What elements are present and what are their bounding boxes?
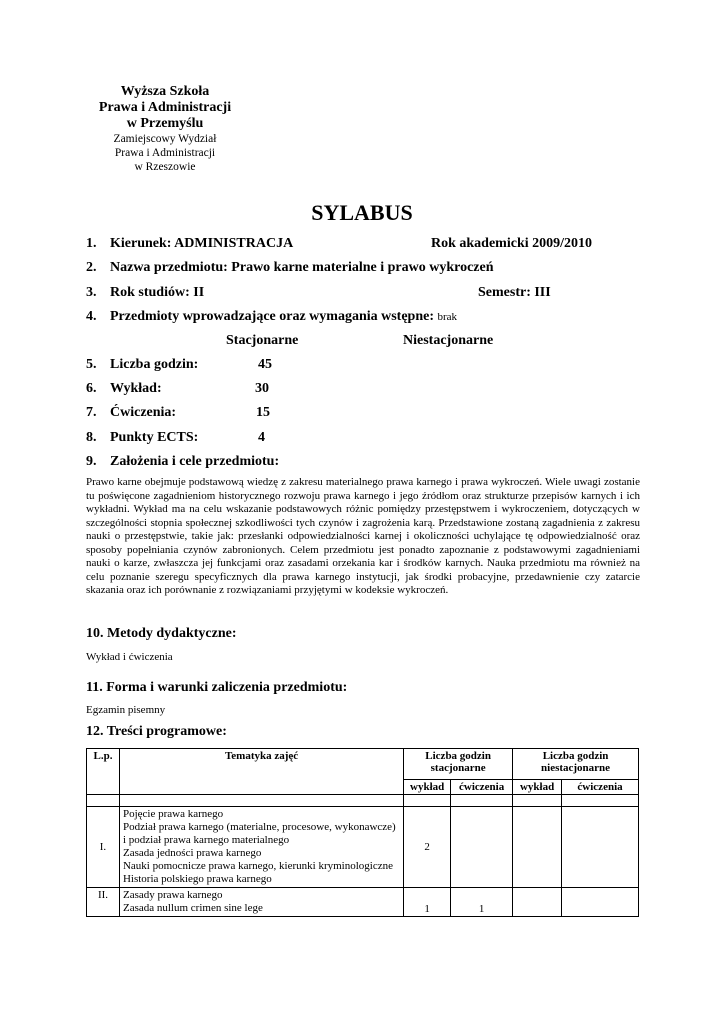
exercises-value: 15	[256, 405, 270, 420]
section-11-heading: 11. Forma i warunki zaliczenia przedmiotu:	[86, 680, 348, 695]
item-year: 3. Rok studiów: II	[86, 285, 205, 300]
ects-value: 4	[258, 430, 265, 445]
header-topic: Tematyka zajęć	[119, 749, 403, 795]
header-lecture-1: wykład	[404, 780, 451, 795]
section-12-heading: 12. Treści programowe:	[86, 724, 227, 739]
header-hours-non-stationary: Liczba godzin niestacjonarne	[513, 749, 639, 780]
item-ects: 8. Punkty ECTS:	[86, 430, 199, 445]
table-row: II. Zasady prawa karnego Zasada nullum crimen sine lege 1 1	[87, 888, 639, 917]
semester: Semestr: III	[478, 285, 551, 300]
item-hours: 5. Liczba godzin:	[86, 357, 199, 372]
section-11-text: Egzamin pisemny	[86, 704, 166, 716]
header-lecture-2: wykład	[513, 780, 562, 795]
header-exercises-2: ćwiczenia	[562, 780, 639, 795]
header-hours-stationary: Liczba godzin stacjonarne	[404, 749, 513, 780]
academic-year: Rok akademicki 2009/2010	[431, 236, 593, 251]
item-prerequisites: 4. Przedmioty wprowadzające oraz wymagania wstępne: brak	[86, 309, 458, 324]
prerequisites-value: brak	[437, 311, 458, 323]
item-goals: 9. Założenia i cele przedmiotu:	[86, 454, 280, 469]
column-stationary: Stacjonarne	[226, 333, 299, 348]
table-row: I. Pojęcie prawa karnego Podział prawa karnego (materialne, procesowe, wykonawcze) i podział prawa karnego materialnego Zasada jedności prawa karnego Nauki pomocnicze prawa karnego, kierunki kryminologiczne Historia polskiego prawa karnego 2	[87, 807, 639, 888]
item-exercises: 7. Ćwiczenia:	[86, 405, 177, 420]
hours-value: 45	[258, 357, 272, 372]
section-10-text: Wykład i ćwiczenia	[86, 651, 173, 663]
lecture-value: 30	[255, 381, 269, 396]
institution-header	[70, 84, 260, 174]
institution-line-2: Prawa i Administracji	[98, 100, 232, 115]
faculty-line-2: Prawa i Administracji	[114, 147, 216, 159]
course-description: Prawo karne obejmuje podstawową wiedzę z zakresu materialnego prawa karnego i prawa wykroczeń. Wiele uwagi zostanie tu poświęcone zagadnieniom historycznego rozwoju prawa karnego i jego źródłom oraz strukturze przepisów karnych i ich wykładni. Wykład ma na celu wskazanie podstawowych różnic pomiędzy przestępstwem i wykroczeniem, dotyczących w szczególności stopnia społecznej szkodliwości tych czynów i zagrożenia karą. Przedstawione zostaną zagadnienia z zakresu nauki o przestępstwie, takie jak: przesłanki odpowiedzialności karnej i okoliczności uchylające tę odpowiedzialność oraz sposoby popełniania czynów zabronionych. Celem przedmiotu jest ponadto zapoznanie z podstawowymi zagadnieniami nauki o karze, zwłaszcza jej funkcjami oraz zasadami orzekania kar i środków karnych. Nauka przedmiotu ma również na celu poznanie szeregu specyficznych dla prawa karnego instytucji, jak środki probacyjne, przedawnienie czy zatarcie skazania oraz ich porównanie z rozwiązaniami przyjętymi w kodeksie wykroczeń.	[86, 476, 640, 596]
institution-line-1: Wyższa Szkoła	[120, 84, 210, 99]
item-lecture: 6. Wykład:	[86, 381, 162, 396]
program-table	[86, 748, 639, 917]
section-10-heading: 10. Metody dydaktyczne:	[86, 626, 237, 641]
item-course-name: 2. Nazwa przedmiotu: Prawo karne materialne i prawo wykroczeń	[86, 260, 494, 275]
page-title: SYLABUS	[311, 200, 413, 225]
institution-line-3: w Przemyślu	[126, 116, 204, 131]
faculty-line-1: Zamiejscowy Wydział	[113, 133, 217, 145]
faculty-line-3: w Rzeszowie	[134, 161, 196, 173]
header-lp: L.p.	[87, 749, 120, 795]
header-exercises-1: ćwiczenia	[451, 780, 513, 795]
column-non-stationary: Niestacjonarne	[403, 333, 494, 348]
item-field-of-study: 1. Kierunek: ADMINISTRACJA	[86, 236, 294, 251]
